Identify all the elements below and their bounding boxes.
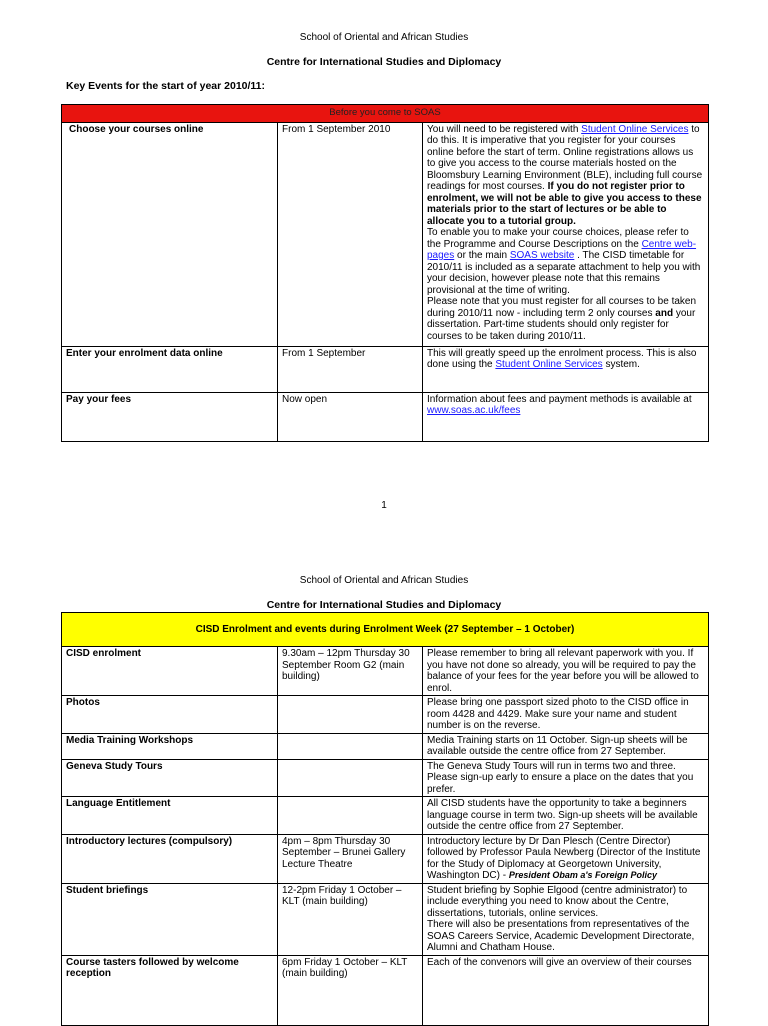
desc-text: Please note that you must register for all courses to be taken during 2010/11 now - including term 2 only courses [427,296,697,319]
key-events-heading: Key Events for the start of year 2010/11: [66,80,266,92]
desc-text: Introductory lecture by Dr Dan Plesch (Centre Director) followed by Professor Paula Newberg (Director of the Institute for the Study of Diplomacy at Georgetown University, Washington DC) - [427,835,701,881]
desc-text: system. [602,359,640,370]
table-row [62,759,709,797]
event-cell: Media Training Workshops [62,733,278,759]
description-cell: Please bring one passport sized photo to the CISD office in room 4428 and 4429. Make sure your name and student number is on the reverse. [423,696,709,734]
date-cell: From 1 September 2010 [278,122,423,346]
event-cell: Pay your fees [62,392,278,441]
date-cell: 6pm Friday 1 October – KLT (main building) [278,955,423,1025]
table-row [62,733,709,759]
table-row [62,834,709,883]
desc-text: This will greatly speed up the enrolment process. This is also done using the [427,347,697,370]
date-cell [278,759,423,797]
description-cell [423,346,709,392]
desc-text: . The CISD timetable for 2010/11 is included as a separate attachment to help you with your decision, however please note that this remains provisional at the time of writing. [427,250,701,296]
centre-webpages-link[interactable]: Centre web-pages [427,238,697,261]
description-cell: The Geneva Study Tours will run in terms two and three. Please sign-up early to ensure a place on the dates that you prefer. [423,759,709,797]
centre-title: Centre for International Studies and Diplomacy [266,599,502,611]
event-cell: Photos [62,696,278,734]
event-cell: Language Entitlement [62,797,278,835]
lecture-title: President Obam a's Foreign Policy [508,870,658,880]
desc-text: Information about fees and payment methods is available at [427,393,692,405]
description-cell [423,122,709,346]
enrolment-week-table [61,612,709,1026]
school-name: School of Oriental and African Studies [299,32,469,43]
event-cell: Enter your enrolment data online [62,346,278,392]
table-row [62,346,709,392]
date-cell [278,696,423,734]
event-cell: Choose your courses online [62,122,278,346]
desc-bold-text: If you do not register prior to enrolment, we will not be able to give you access to these materials prior to the start of lectures or be able to allocate you to a tutorial group. [427,181,702,227]
table-banner-row [62,105,709,123]
before-soas-table [61,104,709,442]
description-cell: Media Training starts on 11 October. Sign-up sheets will be available outside the centre office from 27 September. [423,733,709,759]
event-cell: Introductory lectures (compulsory) [62,834,278,883]
page-number: 1 [381,500,387,511]
desc-text: to do this. It is imperative that you register for your courses online before the start of term. Online registrations allows us to give you access to the course materials hosted on the Bloomsbury Learning Environment (BLE), including full course readings for most courses. [427,123,703,192]
desc-text: or the main [454,250,510,261]
table-row [62,696,709,734]
date-cell [278,733,423,759]
date-cell: Now open [278,392,423,441]
table-row [62,122,709,346]
desc-text: You will need to be registered with [427,123,582,135]
description-cell: Each of the convenors will give an overview of their courses [423,955,709,1025]
banner-before-soas: Before you come to SOAS [62,105,709,123]
date-cell: 4pm – 8pm Thursday 30 September – Brunei Gallery Lecture Theatre [278,834,423,883]
desc-text: To enable you to make your course choices, please refer to the Programme and Course Descriptions on the [427,227,689,250]
date-cell: 9.30am – 12pm Thursday 30 September Room G2 (main building) [278,647,423,696]
student-online-services-link[interactable]: Student Online Services [495,359,603,370]
table-row [62,392,709,441]
date-cell: From 1 September [278,346,423,392]
school-name: School of Oriental and African Studies [299,575,469,586]
description-cell: Please remember to bring all relevant paperwork with you. If you have not done so already, you will be required to pay the balance of your fees for the year before you will be allowed to enrol. [423,647,709,696]
soas-website-link[interactable]: SOAS website [509,250,575,261]
date-cell: 12-2pm Friday 1 October – KLT (main building) [278,883,423,955]
table-row [62,797,709,835]
table-row [62,647,709,696]
event-cell: Geneva Study Tours [62,759,278,797]
event-cell: Student briefings [62,883,278,955]
description-cell [423,392,709,441]
desc-text: your dissertation. Part-time students should only register for courses to be taken during 2010/11. [427,307,696,342]
event-cell: CISD enrolment [62,647,278,696]
table-row [62,883,709,955]
centre-title: Centre for International Studies and Diplomacy [266,56,502,68]
table-row [62,955,709,1025]
fees-link[interactable]: www.soas.ac.uk/fees [427,405,521,416]
description-cell [423,883,709,955]
banner-enrolment-week: CISD Enrolment and events during Enrolment Week (27 September – 1 October) [62,613,709,647]
student-online-services-link[interactable]: Student Online Services [581,123,689,135]
date-cell [278,797,423,835]
table-banner-row [62,613,709,647]
desc-text: There will also be presentations from representatives of the SOAS Careers Service, Academic Development Directorate, Alumni and Chatham House. [427,919,695,953]
desc-bold-text: and [655,307,674,319]
desc-text: Student briefing by Sophie Elgood (centre administrator) to include everything you need to know about the Centre, dissertations, tutorials, online services. [427,884,688,919]
event-cell: Course tasters followed by welcome reception [62,955,278,1025]
description-cell: All CISD students have the opportunity to take a beginners language course in term two. Sign-up sheets will be available outside the centre office from 27 September. [423,797,709,835]
description-cell [423,834,709,883]
